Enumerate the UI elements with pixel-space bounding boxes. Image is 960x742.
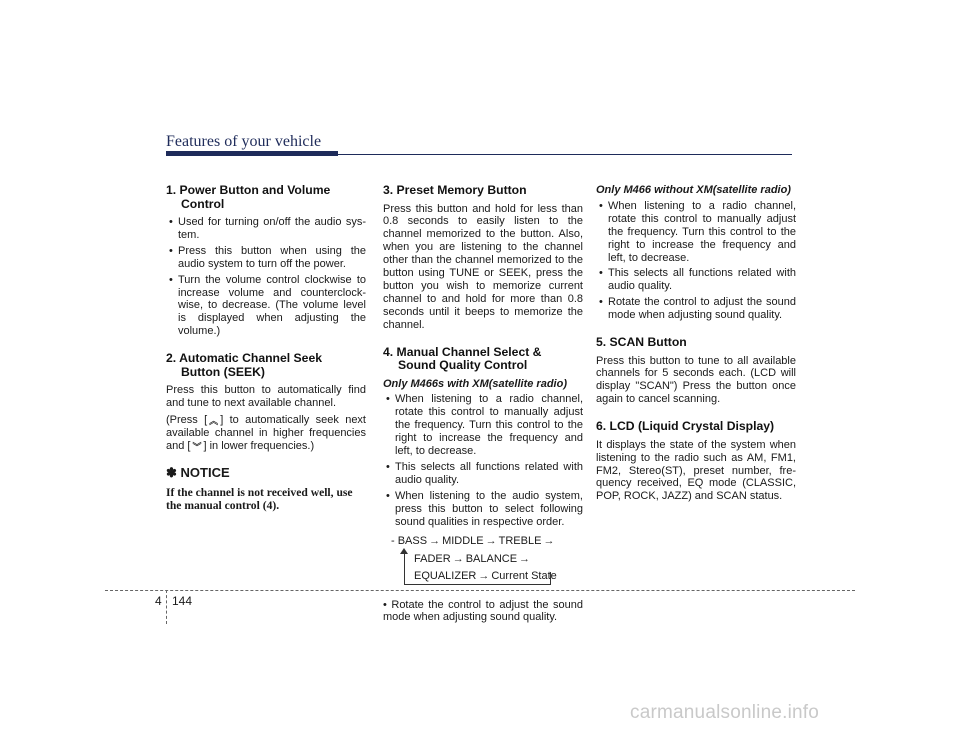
- section-title: [166, 184, 366, 211]
- arrow-icon: →: [452, 552, 464, 565]
- flow-label: - BASS: [391, 534, 428, 547]
- bullet-list: [596, 200, 796, 322]
- paragraph: It displays the state of the system when listening to the radio such as AM, FM1, FM2, Stereo(ST), preset number, fre-quency received, EQ mode (CLASSIC, POP, ROCK, JAZZ) and SCAN status.: [596, 438, 796, 503]
- section-preset-memory: [383, 184, 583, 332]
- title-line: 2. Automatic Channel Seek: [166, 351, 322, 366]
- section-lcd: [596, 420, 796, 503]
- section-title: 3. Preset Memory Button: [383, 183, 527, 197]
- arrow-icon: →: [485, 534, 497, 547]
- flow-row-3: [414, 570, 557, 583]
- flow-label: MIDDLE: [442, 534, 484, 547]
- flow-label: Current State: [491, 569, 557, 582]
- flow-label: FADER: [414, 552, 451, 565]
- title-line: 4. Manual Channel Select &: [383, 344, 542, 359]
- list-item: • This selects all functions related with audio quality.: [596, 267, 796, 293]
- seek-down-icon: ︾: [192, 441, 202, 452]
- arrow-icon: →: [429, 534, 441, 547]
- chapter-number: 4: [155, 594, 162, 608]
- paragraph: Press this button and hold for less than 0.8 seconds to easily listen to the channel memorized to the button. Also, when you are listening to the channel other than the channel memorized to the button using TUNE or SEEK, press the button you wish to memorize current channel to and hold for more than 0.8 seconds until it beeps to memorize the channel.: [383, 202, 583, 331]
- paragraph: • Rotate the control to adjust the sound mode when adjusting sound quality.: [383, 598, 583, 624]
- paragraph: Press this button to automatically find and tune to next available channel.: [166, 384, 366, 410]
- column-2: [383, 184, 583, 628]
- flow-label: TREBLE: [498, 534, 542, 547]
- column-1: [166, 184, 366, 512]
- section-title: [166, 352, 366, 379]
- list-item: • This selects all functions related with audio quality.: [383, 461, 583, 487]
- seek-up-icon: ︽: [209, 415, 219, 426]
- column-3: [596, 184, 796, 517]
- header-title: Features of your vehicle: [166, 133, 322, 150]
- text: ] to automatically seek next available channel in higher frequencies and [: [166, 413, 366, 452]
- list-item: • When listening to a radio channel, rotate this control to manually adjust the frequency. Turn this control to the right to increase the frequency and left, to decrease.: [596, 200, 796, 265]
- notice-body: If the channel is not received well, use the manual control (4).: [166, 485, 353, 512]
- page-number: 144: [172, 594, 193, 608]
- notice-icon: ✽: [166, 464, 177, 480]
- arrow-icon: →: [519, 552, 531, 565]
- text: ] in lower frequencies.): [203, 439, 315, 452]
- flow-label: BALANCE: [465, 552, 518, 565]
- sound-quality-flow: [383, 533, 583, 593]
- footer-divider: [166, 590, 167, 624]
- bullet-list: [383, 393, 583, 528]
- watermark: carmanualsonline.info: [630, 702, 820, 723]
- flow-row-1: [391, 535, 556, 548]
- title-line: Sound Quality Control: [398, 358, 528, 373]
- subtitle: Only M466 without XM(satellite radio): [596, 184, 791, 196]
- title-line: Control: [181, 196, 225, 211]
- arrow-icon: →: [543, 534, 555, 547]
- section-power-button: [166, 184, 366, 338]
- title-line: Button (SEEK): [181, 364, 265, 379]
- section-title: 6. LCD (Liquid Crystal Display): [596, 419, 775, 434]
- footer-rule: [105, 590, 855, 591]
- section-seek-button: [166, 352, 366, 453]
- header-bar: [166, 151, 338, 156]
- section-manual-channel: [383, 346, 583, 625]
- flow-label: EQUALIZER: [414, 569, 477, 582]
- list-item: • When listening to the audio system, press this button to select following sound qualities in respective order.: [383, 490, 583, 529]
- list-item: • Turn the volume control clockwise to increase volume and counterclock-wise, to decrease. (The volume level is displayed when adjusting the volume.): [166, 274, 366, 339]
- list-item: • Press this button when using the audio system to turn off the power.: [166, 245, 366, 271]
- arrow-icon: →: [478, 569, 490, 582]
- header-rule: [338, 154, 792, 155]
- subtitle: Only M466s with XM(satellite radio): [383, 377, 567, 390]
- list-item: • Used for turning on/off the audio sys-tem.: [166, 216, 366, 242]
- title-line: 1. Power Button and Volume: [166, 183, 331, 197]
- notice-title: NOTICE: [180, 464, 230, 480]
- section-title: [383, 346, 583, 373]
- frame-mask: [533, 552, 551, 572]
- section-title: 5. SCAN Button: [596, 335, 687, 350]
- text: (Press [: [166, 413, 208, 426]
- flow-row-2: [414, 553, 532, 566]
- section-scan-button: [596, 336, 796, 406]
- list-item: • Rotate the control to adjust the sound mode when adjusting sound quality.: [596, 296, 796, 322]
- paragraph: [166, 414, 366, 453]
- paragraph: Press this button to tune to all available channels for 5 seconds each. (LCD will display "SCAN") Press the button once again to cancel scanning.: [596, 354, 796, 406]
- bullet-list: [166, 216, 366, 338]
- list-item: • When listening to a radio channel, rotate this control to manually adjust the frequency. Turn this control to the right to increase the frequency and left, to decrease.: [383, 393, 583, 458]
- notice-heading: [166, 464, 366, 480]
- section-manual-channel-no-xm: [596, 184, 796, 322]
